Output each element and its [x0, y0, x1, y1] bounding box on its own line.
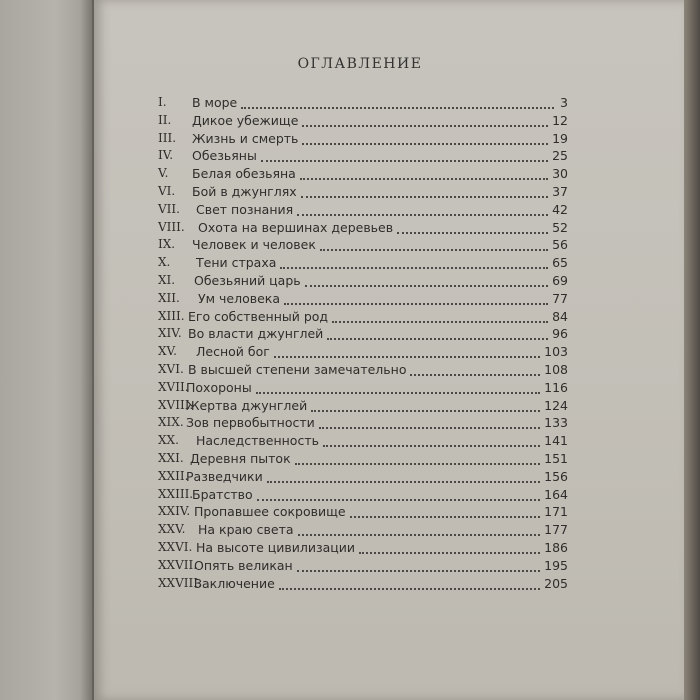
- toc-entry: [158, 290, 570, 308]
- page-number: 65: [552, 255, 568, 271]
- chapter-title: Жизнь и смерть: [192, 130, 299, 146]
- chapter-number: V.: [158, 166, 169, 181]
- leader-dots: [350, 508, 540, 518]
- page-number: 69: [552, 272, 568, 288]
- page-number: 177: [544, 522, 568, 538]
- page-number: 3: [560, 95, 568, 110]
- toc-entry: [158, 272, 570, 290]
- chapter-number: XXIV.: [158, 504, 191, 519]
- page-edge: [684, 0, 700, 700]
- leader-dots: [302, 135, 548, 145]
- page-number: 84: [552, 308, 568, 324]
- toc-entry: [158, 325, 570, 343]
- toc-entry: [158, 308, 570, 326]
- chapter-title: Тени страха: [196, 255, 277, 271]
- chapter-number: I.: [158, 95, 167, 109]
- page-number: 103: [544, 344, 568, 360]
- page-number: 133: [544, 415, 568, 431]
- chapter-number: X.: [158, 255, 171, 270]
- chapter-number: XIX.: [158, 415, 184, 430]
- leader-dots: [280, 259, 548, 269]
- chapter-number: XXV.: [158, 522, 186, 537]
- leader-dots: [311, 402, 540, 412]
- leader-dots: [297, 206, 548, 216]
- chapter-number: II.: [158, 112, 172, 127]
- leader-dots: [297, 562, 540, 572]
- chapter-number: XVII.: [158, 379, 189, 394]
- toc-entry: [158, 165, 570, 183]
- leader-dots: [267, 473, 540, 483]
- leader-dots: [302, 117, 548, 127]
- chapter-number: XVI.: [158, 361, 184, 376]
- leader-dots: [410, 366, 540, 376]
- leader-dots: [279, 580, 540, 590]
- chapter-number: XII.: [158, 290, 180, 305]
- chapter-number: XXVI.: [158, 539, 193, 554]
- chapter-title: Разведчики: [186, 468, 263, 484]
- leader-dots: [323, 437, 540, 447]
- leader-dots: [319, 419, 540, 429]
- chapter-title: Во власти джунглей: [188, 326, 324, 342]
- leader-dots: [257, 491, 540, 501]
- chapter-title: Белая обезьяна: [192, 166, 296, 182]
- chapter-number: XXIII.: [158, 486, 194, 501]
- chapter-title: Пропавшее сокровище: [194, 504, 346, 520]
- chapter-number: XV.: [158, 344, 177, 359]
- page-number: 151: [544, 450, 568, 466]
- chapter-title: Похороны: [186, 379, 252, 395]
- leader-dots: [327, 330, 548, 340]
- toc-entry: [158, 521, 570, 539]
- leader-dots: [359, 544, 540, 554]
- page-number: 124: [544, 397, 568, 413]
- chapter-title: Его собственный род: [188, 308, 329, 324]
- chapter-title: Бой в джунглях: [192, 183, 297, 199]
- chapter-number: VIII.: [158, 219, 185, 234]
- chapter-number: XIV.: [158, 326, 182, 341]
- chapter-number: IV.: [158, 148, 174, 163]
- chapter-number: XXVII.: [158, 557, 198, 572]
- chapter-number: XXI.: [158, 450, 184, 465]
- toc-entry: [158, 539, 570, 557]
- chapter-number: VI.: [158, 183, 176, 198]
- leader-dots: [284, 295, 548, 305]
- left-page: [0, 0, 92, 700]
- leader-dots: [274, 348, 540, 358]
- chapter-title: Братство: [192, 486, 253, 502]
- contents-list: [158, 94, 570, 592]
- leader-dots: [295, 455, 540, 465]
- toc-entry: [158, 414, 570, 432]
- toc-entry: [158, 468, 570, 486]
- toc-entry: [158, 450, 570, 468]
- leader-dots: [300, 170, 548, 180]
- toc-entry: [158, 379, 570, 397]
- chapter-title: Обезьяны: [192, 148, 257, 164]
- toc-entry: [158, 343, 570, 361]
- toc-entry: [158, 503, 570, 521]
- chapter-title: Жертва джунглей: [186, 397, 308, 413]
- chapter-title: Зов первобытности: [186, 415, 315, 431]
- page-number: 96: [552, 326, 568, 342]
- toc-entry: [158, 219, 570, 237]
- chapter-title: Лесной бог: [196, 344, 270, 360]
- page-number: 42: [552, 201, 568, 217]
- chapter-title: На краю света: [198, 522, 294, 538]
- toc-entry: [158, 201, 570, 219]
- toc-entry: [158, 486, 570, 504]
- toc-entry: [158, 183, 570, 201]
- toc-entry: [158, 94, 570, 112]
- page-number: 37: [552, 183, 568, 199]
- page-number: 116: [544, 379, 568, 395]
- leader-dots: [305, 277, 548, 287]
- leader-dots: [261, 152, 548, 162]
- chapter-title: В высшей степени замечательно: [188, 361, 407, 377]
- page-number: 171: [544, 504, 568, 520]
- chapter-number: XXII.: [158, 468, 189, 483]
- page-number: 108: [544, 361, 568, 377]
- toc-entry: [158, 397, 570, 415]
- chapter-title: Человек и человек: [192, 237, 316, 253]
- page-number: 12: [552, 112, 568, 128]
- page-number: 77: [552, 290, 568, 306]
- toc-entry: [158, 130, 570, 148]
- leader-dots: [298, 526, 540, 536]
- leader-dots: [241, 99, 554, 109]
- toc-entry: [158, 236, 570, 254]
- chapter-number: XXVIII.: [158, 575, 202, 590]
- leader-dots: [256, 384, 540, 394]
- chapter-title: Обезьяний царь: [194, 272, 301, 288]
- chapter-title: В море: [192, 95, 238, 110]
- page-number: 195: [544, 557, 568, 573]
- chapter-title: Наследственность: [196, 433, 319, 449]
- chapter-title: Деревня пыток: [190, 450, 291, 466]
- chapter-number: XI.: [158, 272, 176, 287]
- toc-entry: [158, 432, 570, 450]
- toc-entry: [158, 557, 570, 575]
- page-number: 164: [544, 486, 568, 502]
- chapter-number: VII.: [158, 201, 180, 216]
- chapter-number: III.: [158, 130, 177, 145]
- chapter-title: На высоте цивилизации: [196, 539, 356, 555]
- contents-title: ОГЛАВЛЕНИЕ: [297, 56, 423, 72]
- toc-entry: [158, 147, 570, 165]
- page-number: 30: [552, 166, 568, 182]
- toc-entry: [158, 112, 570, 130]
- page-number: 19: [552, 130, 568, 146]
- leader-dots: [320, 241, 548, 251]
- leader-dots: [332, 313, 548, 323]
- chapter-title: Дикое убежище: [192, 112, 299, 128]
- chapter-title: Опять великан: [194, 557, 293, 573]
- page-number: 25: [552, 148, 568, 164]
- leader-dots: [301, 188, 548, 198]
- chapter-number: XIII.: [158, 308, 185, 323]
- page-number: 186: [544, 539, 568, 555]
- page-number: 205: [544, 575, 568, 591]
- toc-entry: [158, 361, 570, 379]
- leader-dots: [397, 224, 548, 234]
- page-number: 56: [552, 237, 568, 253]
- chapter-title: Свет познания: [196, 201, 294, 217]
- page-number: 141: [544, 433, 568, 449]
- page-number: 52: [552, 219, 568, 235]
- chapter-title: Охота на вершинах деревьев: [198, 219, 394, 235]
- chapter-number: XVIII.: [158, 397, 194, 412]
- chapter-number: XX.: [158, 433, 179, 448]
- chapter-title: Заключение: [194, 575, 275, 591]
- toc-entry: [158, 254, 570, 272]
- chapter-title: Ум человека: [198, 290, 281, 306]
- toc-entry: [158, 575, 570, 593]
- page-number: 156: [544, 468, 568, 484]
- chapter-number: IX.: [158, 237, 176, 252]
